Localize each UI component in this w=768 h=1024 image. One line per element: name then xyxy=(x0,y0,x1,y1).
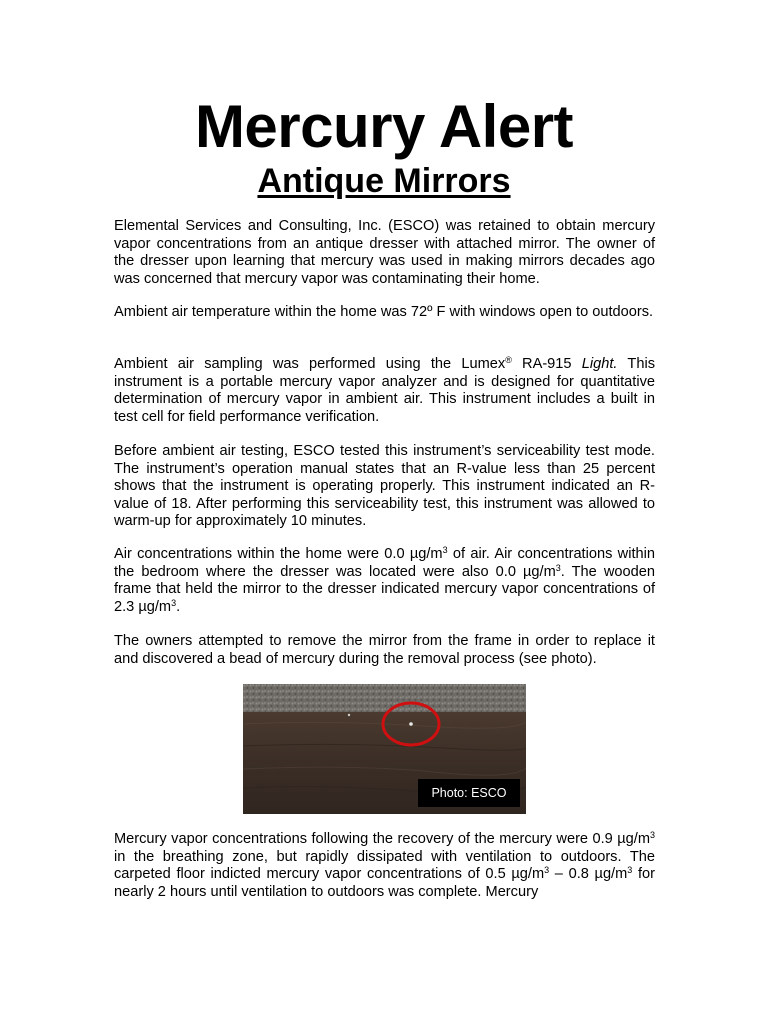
paragraph-text: for nearly 2 hours until ventilation to outdoors was complete. Mercury xyxy=(114,866,655,900)
mercury-bead-small xyxy=(348,714,350,716)
document-subtitle: Antique Mirrors xyxy=(257,162,511,200)
photo-credit: Photo: ESCO xyxy=(418,779,520,807)
paragraph-text: RA-915 xyxy=(511,356,582,372)
paragraph-text: in the breathing zone, but rapidly dissipated with ventilation to outdoors. The carpeted floor indicted mercury vapor concentrations of 0.5 µg/m xyxy=(114,848,655,882)
carpet-area xyxy=(243,684,526,714)
paragraph-esco-retained: Elemental Services and Consulting, Inc. (ESCO) was retained to obtain mercury vapor concentrations from an antique dresser with attached mirror. The owner of the dresser upon learning that mercury was used in making mirrors decades ago was concerned that mercury vapor was contaminating their home. xyxy=(114,218,655,287)
paragraph-serviceability-test: Before ambient air testing, ESCO tested this instrument’s serviceability test mode. The instrument’s operation manual states that an R-value less than 25 percent shows that the instrument is operating properly. This instrument indicated an R-value of 18. After performing this serviceability test, this instrument was allowed to warm-up for approximately 10 minutes. xyxy=(114,443,655,529)
paragraph-text: – 0.8 µg/m xyxy=(549,866,628,882)
document-title: Mercury Alert xyxy=(194,93,574,160)
paragraph-text: Ambient air sampling was performed using the Lumex xyxy=(114,356,506,372)
paragraph-text: Air concentrations within the home were 0.0 µg/m xyxy=(114,546,443,562)
paragraph-air-concentrations xyxy=(114,546,655,616)
unit-exponent: 3 xyxy=(649,830,655,840)
paragraph-vapor-following-recovery xyxy=(114,831,655,901)
paragraph-text: Mercury vapor concentrations following the recovery of the mercury were 0.9 µg/m xyxy=(114,831,650,847)
paragraph-text: of air. Air concentrations within the bedroom where the dresser was located were also 0.0 µg/m xyxy=(114,546,655,580)
unit-exponent: 3 xyxy=(627,865,633,875)
paragraph-text: . xyxy=(176,598,181,615)
instrument-model-italic: Light. xyxy=(581,356,618,372)
unit-exponent: 3 xyxy=(171,597,177,608)
mercury-bead xyxy=(409,722,413,726)
paragraph-text: . The wooden frame that held the mirror to the dresser indicated mercury vapor concentrations of 2.3 µg/m xyxy=(114,563,655,615)
paragraph-ambient-temperature: Ambient air temperature within the home was 72º F with windows open to outdoors. xyxy=(114,304,654,320)
registered-mark: ® xyxy=(505,355,512,365)
unit-exponent: 3 xyxy=(442,545,448,555)
paragraph-mirror-removal: The owners attempted to remove the mirror from the frame in order to replace it and discovered a bead of mercury during the removal process (see photo). xyxy=(114,633,655,667)
paragraph-text: This instrument is a portable mercury vapor analyzer and is designed for quantitative determination of mercury vapor in ambient air. This instrument includes a built in test cell for field performance verification. xyxy=(114,356,655,425)
paragraph-ambient-sampling xyxy=(114,356,655,426)
unit-exponent: 3 xyxy=(544,865,550,875)
mercury-bead-photo xyxy=(243,684,526,814)
unit-exponent: 3 xyxy=(555,562,561,573)
